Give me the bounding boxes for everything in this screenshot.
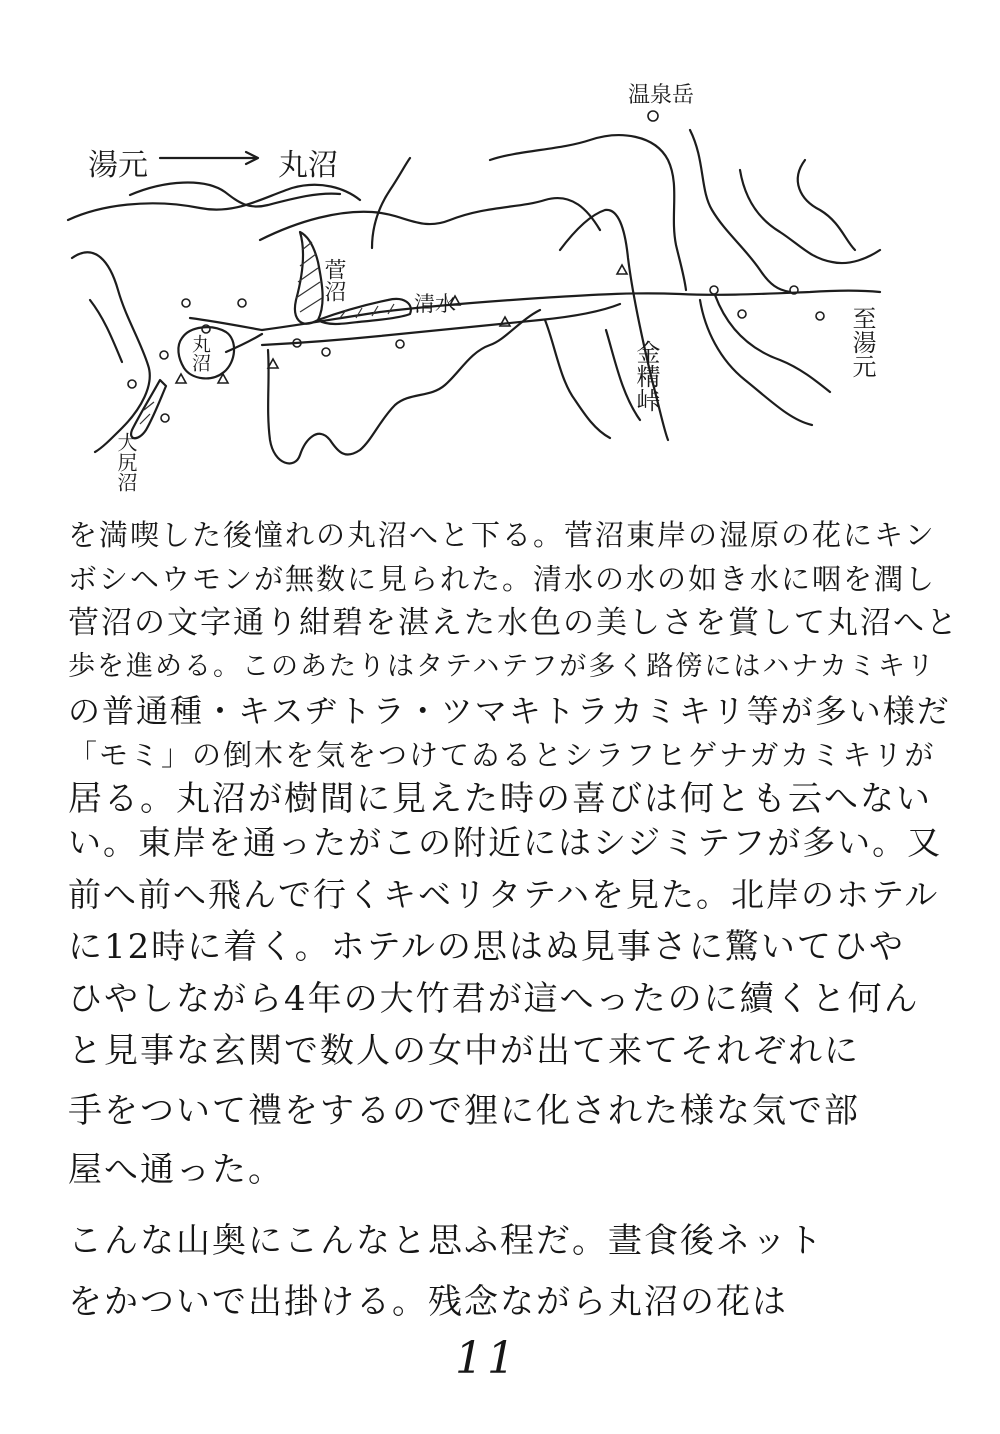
text-line: 屋へ通った。	[68, 1150, 284, 1190]
text-line: と見事な玄関で数人の女中が出て来てそれぞれに	[68, 1031, 860, 1071]
text-line: に12時に着く。ホテルの思はぬ見事さに驚いてひや	[68, 927, 905, 967]
text-line: ボシヘウモンが無数に見られた。清水の水の如き水に咽を潤し	[68, 562, 937, 596]
map-label-suganuma: 菅沼	[321, 258, 346, 302]
map-label-seisui: 清水	[414, 292, 456, 316]
text-line: い。東岸を通ったがこの附近にはシジミテフが多い。又	[68, 823, 943, 862]
map-label-ominuma: 大尻沼	[114, 432, 138, 492]
text-line: をかついで出掛ける。残念ながら丸沼の花は	[68, 1282, 788, 1322]
text-line: 前へ前へ飛んで行くキベリタテハを見た。北岸のホテル	[68, 875, 940, 914]
text-line: 歩を進める。このあたりはタテハテフが多く路傍にはハナカミキリ	[68, 651, 936, 682]
text-line: ひやしながら4年の大竹君が這へったのに續くと何ん	[68, 979, 920, 1019]
text-line: こんな山奥にこんなと思ふ程だ。晝食後ネット	[68, 1221, 824, 1261]
text-line: を満喫した後憧れの丸沼へと下る。菅沼東岸の湿原の花にキン	[68, 518, 936, 552]
page-number: 11	[455, 1333, 519, 1384]
text-line: の普通種・キスヂトラ・ツマキトラカミキリ等が多い様だ	[68, 692, 951, 730]
map-label-onsen-peak: 温泉岳	[628, 83, 695, 108]
text-line: 「モミ」の倒木を気をつけてゐるとシラフヒゲナガカミキリが	[68, 738, 936, 772]
map-label-to-yumoto: 至湯元	[848, 306, 876, 378]
map-label-from: 湯元	[88, 148, 148, 183]
map-label-marunuma: 丸沼	[189, 334, 211, 372]
route-map	[0, 0, 1000, 500]
map-label-konsei-pass: 金精峠	[632, 340, 660, 412]
text-line: 居る。丸沼が樹間に見えた時の喜びは何とも云へない	[68, 779, 932, 819]
text-line: 菅沼の文字通り紺碧を湛えた水色の美しさを賞して丸沼へと	[68, 605, 959, 641]
map-label-to: 丸沼	[278, 148, 338, 183]
text-line: 手をついて禮をするので狸に化された様な気で部	[68, 1091, 860, 1131]
